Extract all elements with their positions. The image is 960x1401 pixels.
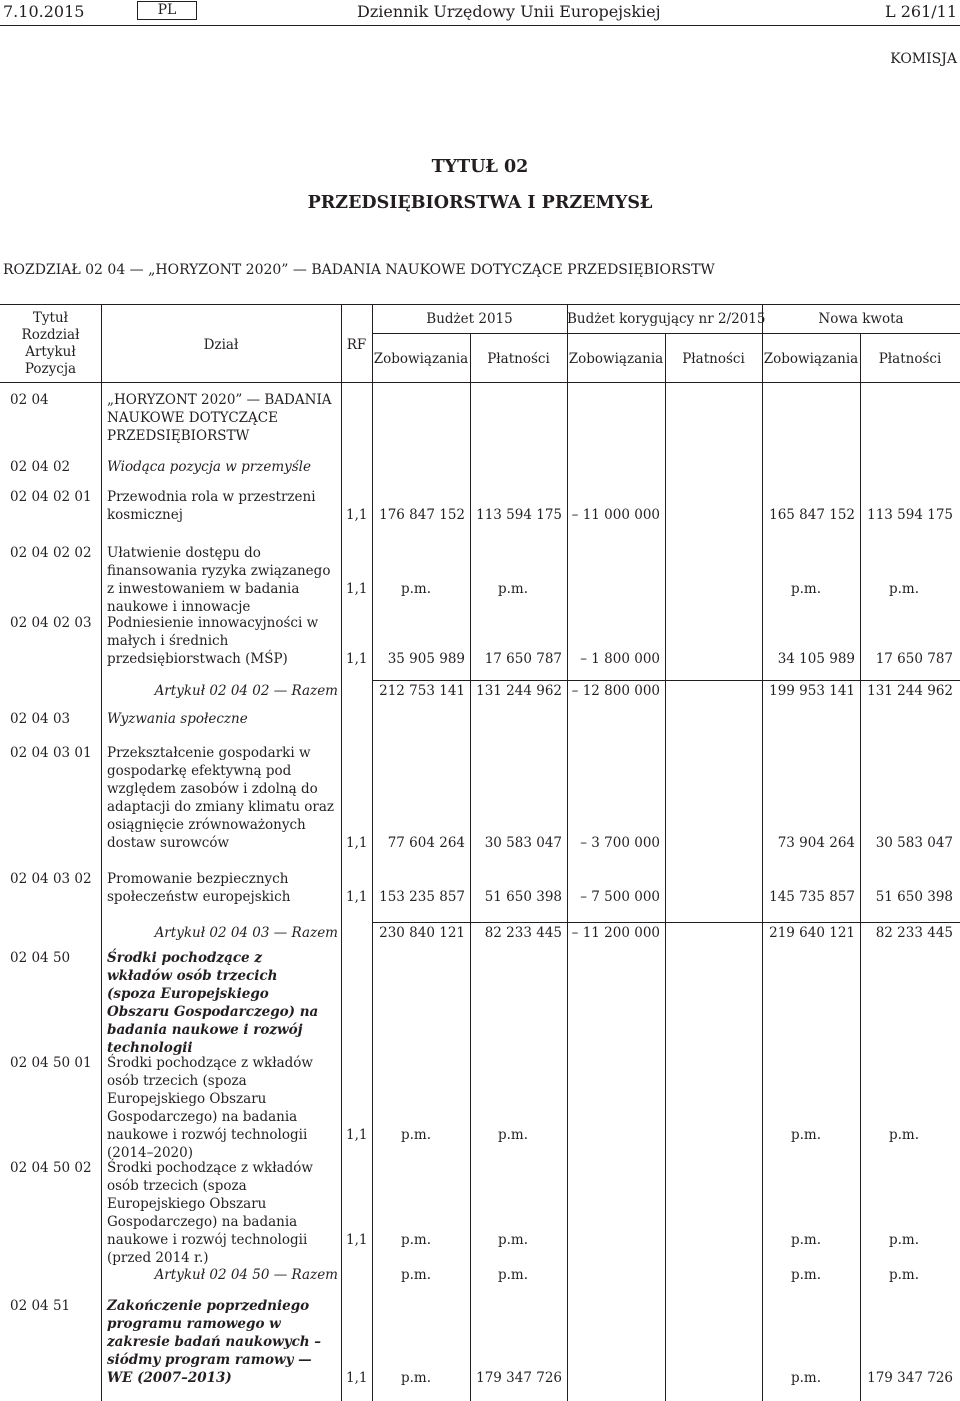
article-total-label: Artykuł 02 04 50 — Razem: [154, 1267, 338, 1283]
amount-cell: p.m.: [889, 1267, 920, 1283]
row-code: 02 04 02 02: [10, 545, 92, 561]
amount-cell: – 12 800 000: [571, 683, 660, 699]
budget-table: [0, 304, 960, 1401]
row-rf: 1,1: [346, 651, 368, 667]
row-label: Środki pochodzące z wkładów osób trzecich (spoza Europejskiego Obszaru Gospodarczego) na badania naukowe i rozwój technologii: [107, 950, 319, 1056]
col-divider: [665, 333, 666, 1401]
amount-cell: p.m.: [791, 1232, 822, 1248]
amount-cell: – 3 700 000: [580, 835, 660, 851]
amount-cell: 212 753 141: [379, 683, 465, 699]
row-code: 02 04 02 03: [10, 615, 92, 631]
col-divider: [860, 333, 861, 1401]
row-rf: 1,1: [346, 1370, 368, 1386]
row-code: 02 04 50 02: [10, 1160, 92, 1176]
amount-cell: 82 233 445: [484, 925, 562, 941]
amount-cell: p.m.: [401, 1232, 432, 1248]
amount-cell: 34 105 989: [777, 651, 855, 667]
row-label: Zakończenie poprzedniego programu ramowego w zakresie badań naukowych – siódmy program ramowy — WE (2007–2013): [107, 1298, 322, 1386]
header-group-rule: [372, 333, 960, 334]
row-label: Wiodąca pozycja w przemyśle: [107, 459, 311, 475]
total-rule: [372, 922, 960, 923]
header-sub: Zobowiązania: [373, 351, 469, 367]
amount-cell: p.m.: [498, 1127, 529, 1143]
header-bottom-rule: [0, 382, 960, 383]
page-number: L 261/11: [885, 2, 957, 21]
title-line-1: TYTUŁ 02: [431, 157, 529, 177]
row-code: 02 04 50: [10, 950, 71, 966]
amount-cell: 179 347 726: [476, 1370, 562, 1386]
row-rf: 1,1: [346, 1232, 368, 1248]
amount-cell: 230 840 121: [379, 925, 465, 941]
header-col-code: Tytuł Rozdział Artykuł Pozycja: [21, 310, 80, 377]
amount-cell: – 7 500 000: [580, 889, 660, 905]
amount-cell: p.m.: [791, 1267, 822, 1283]
col-divider: [762, 304, 763, 1401]
amount-cell: p.m.: [791, 581, 822, 597]
row-label: Ułatwienie dostępu do finansowania ryzyka związanego z inwestowaniem w badania naukowe i innowacje: [107, 545, 331, 615]
col-divider: [341, 304, 342, 1401]
row-code: 02 04 03: [10, 711, 71, 727]
row-rf: 1,1: [346, 507, 368, 523]
amount-cell: 30 583 047: [484, 835, 562, 851]
journal-title: Dziennik Urzędowy Unii Europejskiej: [357, 2, 661, 21]
amount-cell: 145 735 857: [769, 889, 855, 905]
amount-cell: 51 650 398: [484, 889, 562, 905]
amount-cell: p.m.: [498, 1232, 529, 1248]
amount-cell: 165 847 152: [769, 507, 855, 523]
row-label: „HORYZONT 2020” — BADANIA NAUKOWE DOTYCZĄCE PRZEDSIĘBIORSTW: [107, 392, 332, 444]
header-sub: Płatności: [878, 351, 942, 367]
article-total-label: Artykuł 02 04 03 — Razem: [154, 925, 338, 941]
header-group-new-amount: Nowa kwota: [818, 311, 904, 327]
amount-cell: 73 904 264: [777, 835, 855, 851]
header-group-budget-2015: Budżet 2015: [426, 311, 513, 327]
row-label: Środki pochodzące z wkładów osób trzecich (spoza Europejskiego Obszaru Gospodarczego) na badania naukowe i rozwój technologii (przed 2014 r.): [107, 1160, 313, 1266]
row-code: 02 04 50 01: [10, 1055, 92, 1071]
table-top-rule: [0, 304, 960, 305]
title-line-2: PRZEDSIĘBIORSTWA I PRZEMYSŁ: [307, 193, 653, 213]
header-col-rf: RF: [346, 337, 367, 353]
amount-cell: 35 905 989: [387, 651, 465, 667]
amount-cell: p.m.: [498, 581, 529, 597]
amount-cell: p.m.: [889, 581, 920, 597]
amount-cell: 153 235 857: [379, 889, 465, 905]
amount-cell: p.m.: [401, 581, 432, 597]
amount-cell: 219 640 121: [769, 925, 855, 941]
col-divider: [101, 304, 102, 1401]
row-label: Podniesienie innowacyjności w małych i średnich przedsiębiorstwach (MŚP): [107, 615, 319, 667]
col-divider: [470, 333, 471, 1401]
row-rf: 1,1: [346, 1127, 368, 1143]
row-label: Promowanie bezpiecznych społeczeństw europejskich: [107, 871, 291, 905]
amount-cell: 179 347 726: [867, 1370, 953, 1386]
total-rule: [372, 680, 960, 681]
row-code: 02 04: [10, 392, 49, 408]
row-label: Środki pochodzące z wkładów osób trzecich (spoza Europejskiego Obszaru Gospodarczego) na badania naukowe i rozwój technologii (2014–2020): [107, 1055, 313, 1161]
amount-cell: p.m.: [791, 1370, 822, 1386]
row-code: 02 04 03 02: [10, 871, 92, 887]
amount-cell: 82 233 445: [875, 925, 953, 941]
amount-cell: 176 847 152: [379, 507, 465, 523]
amount-cell: 17 650 787: [484, 651, 562, 667]
row-rf: 1,1: [346, 581, 368, 597]
amount-cell: 30 583 047: [875, 835, 953, 851]
amount-cell: p.m.: [401, 1127, 432, 1143]
amount-cell: 131 244 962: [867, 683, 953, 699]
institution: KOMISJA: [890, 51, 957, 67]
chapter-heading: ROZDZIAŁ 02 04 — „HORYZONT 2020” — BADANIA NAUKOWE DOTYCZĄCE PRZEDSIĘBIORSTW: [3, 262, 715, 278]
amount-cell: 77 604 264: [387, 835, 465, 851]
header-col-dzial: Dział: [203, 337, 239, 353]
amount-cell: p.m.: [889, 1232, 920, 1248]
amount-cell: – 11 200 000: [571, 925, 660, 941]
amount-cell: – 1 800 000: [580, 651, 660, 667]
language-badge: PL: [137, 1, 197, 20]
row-label: Przekształcenie gospodarki w gospodarkę efektywną pod względem zasobów i zdolną do adaptacji do zmiany klimatu oraz osiągnięcie zrównoważonych dostaw surowców: [107, 745, 334, 851]
row-code: 02 04 02: [10, 459, 71, 475]
page-header: [0, 0, 960, 26]
amount-cell: 51 650 398: [875, 889, 953, 905]
article-total-label: Artykuł 02 04 02 — Razem: [154, 683, 338, 699]
amount-cell: – 11 000 000: [571, 507, 660, 523]
amount-cell: 17 650 787: [875, 651, 953, 667]
amount-cell: 199 953 141: [769, 683, 855, 699]
col-divider: [567, 304, 568, 1401]
header-group-amending: Budżet korygujący nr 2/2015: [567, 311, 766, 327]
amount-cell: 113 594 175: [476, 507, 562, 523]
row-label: Przewodnia rola w przestrzeni kosmicznej: [107, 489, 316, 523]
amount-cell: p.m.: [889, 1127, 920, 1143]
amount-cell: p.m.: [791, 1127, 822, 1143]
amount-cell: 131 244 962: [476, 683, 562, 699]
row-code: 02 04 02 01: [10, 489, 92, 505]
header-sub: Płatności: [682, 351, 745, 367]
header-sub: Zobowiązania: [568, 351, 664, 367]
row-rf: 1,1: [346, 889, 368, 905]
header-sub: Płatności: [487, 351, 550, 367]
col-divider: [372, 304, 373, 1401]
row-rf: 1,1: [346, 835, 368, 851]
amount-cell: p.m.: [498, 1267, 529, 1283]
row-code: 02 04 03 01: [10, 745, 92, 761]
amount-cell: p.m.: [401, 1267, 432, 1283]
header-sub: Zobowiązania: [763, 351, 859, 367]
amount-cell: p.m.: [401, 1370, 432, 1386]
publication-date: 7.10.2015: [3, 2, 85, 21]
amount-cell: 113 594 175: [867, 507, 953, 523]
row-code: 02 04 51: [10, 1298, 71, 1314]
row-label: Wyzwania społeczne: [107, 711, 248, 727]
